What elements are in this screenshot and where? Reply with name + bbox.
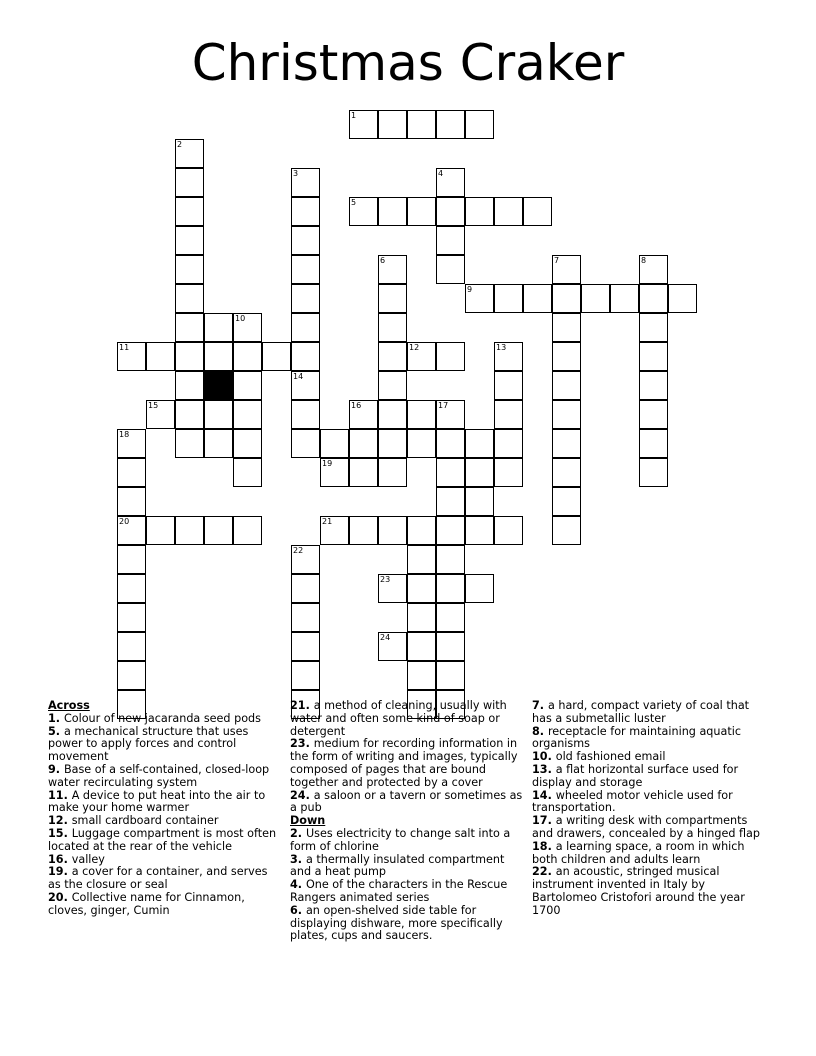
grid-cell[interactable] [291, 168, 320, 197]
clue-number: 9. [48, 762, 64, 776]
clue-text: Colour of new jacaranda seed pods [63, 711, 261, 725]
cell-number: 15 [148, 401, 159, 410]
grid-cell[interactable] [407, 400, 436, 429]
clue-number: 18. [532, 839, 556, 853]
grid-cell[interactable] [175, 400, 204, 429]
grid-cell[interactable] [233, 342, 262, 371]
grid-cell[interactable] [552, 487, 581, 516]
clue-number: 16. [48, 852, 72, 866]
clue-text: a saloon or a tavern or sometimes as a pub [290, 788, 523, 815]
grid-cell[interactable] [175, 139, 204, 168]
grid-cell[interactable] [407, 110, 436, 139]
clue-text: a mechanical structure that uses power to apply forces and control movement [48, 724, 249, 764]
grid-cell[interactable] [407, 516, 436, 545]
clue-text: A device to put heat into the air to make your home warmer [48, 788, 266, 815]
grid-cell[interactable] [291, 197, 320, 226]
grid-cell[interactable] [175, 197, 204, 226]
clue-number: 13. [532, 762, 556, 776]
cell-number: 24 [380, 633, 391, 642]
grid-cell[interactable] [436, 197, 465, 226]
clue-number: 2. [290, 826, 306, 840]
clue [48, 866, 280, 892]
grid-cell[interactable] [436, 429, 465, 458]
cell-number: 14 [293, 372, 304, 381]
clue [290, 738, 526, 789]
grid-cell[interactable] [465, 197, 494, 226]
cell-number: 6 [380, 256, 386, 265]
clue-text: an open-shelved side table for displaying dishware, more specifically plates, cups and saucers. [290, 903, 503, 943]
clue-number: 23. [290, 737, 314, 751]
cell-number: 1 [351, 111, 357, 120]
clue [48, 828, 280, 854]
clue [290, 879, 526, 905]
grid-cell[interactable] [204, 516, 233, 545]
grid-cell[interactable] [552, 342, 581, 371]
grid-cell[interactable] [436, 516, 465, 545]
grid-cell[interactable] [117, 574, 146, 603]
grid-cell[interactable] [349, 516, 378, 545]
grid-cell[interactable] [291, 574, 320, 603]
grid-cell[interactable] [117, 661, 146, 690]
clue [532, 700, 768, 726]
clue-text: small cardboard container [71, 814, 219, 828]
clue-text: medium for recording information in the form of writing and images, typically composed of pages that are bound together and protected by a cover [290, 737, 518, 789]
grid-cell[interactable] [436, 661, 465, 690]
grid-cell[interactable] [117, 458, 146, 487]
grid-cell[interactable] [262, 342, 291, 371]
cell-number: 3 [293, 169, 299, 178]
grid-cell[interactable] [465, 487, 494, 516]
grid-cell[interactable] [378, 516, 407, 545]
grid-cell[interactable] [175, 168, 204, 197]
grid-cell[interactable] [233, 400, 262, 429]
grid-cell[interactable] [465, 110, 494, 139]
grid-cell[interactable] [639, 255, 668, 284]
grid-cell[interactable] [378, 313, 407, 342]
grid-cell[interactable] [117, 545, 146, 574]
cell-number: 9 [467, 285, 473, 294]
clue-number: 5. [48, 724, 64, 738]
clue-text: a method of cleaning, usually with water and often some kind of soap or detergent [290, 699, 507, 738]
grid-cell[interactable] [117, 487, 146, 516]
grid-cell[interactable] [436, 487, 465, 516]
grid-cell[interactable] [639, 458, 668, 487]
cell-number: 11 [119, 343, 130, 352]
grid-cell[interactable] [436, 110, 465, 139]
grid-cell[interactable] [436, 458, 465, 487]
cell-number: 23 [380, 575, 391, 584]
grid-cell[interactable] [378, 197, 407, 226]
cell-number: 2 [177, 140, 183, 149]
grid-cell[interactable] [175, 516, 204, 545]
grid-cell[interactable] [175, 226, 204, 255]
clue-text: Luggage compartment is most often located at the rear of the vehicle [48, 826, 277, 853]
clue-text: a cover for a container, and serves as the closure or seal [48, 865, 268, 892]
clue-number: 12. [48, 814, 72, 828]
clue [532, 866, 768, 917]
grid-cell[interactable] [233, 429, 262, 458]
grid-cell[interactable] [291, 313, 320, 342]
grid-cell[interactable] [146, 400, 175, 429]
grid-cell[interactable] [465, 574, 494, 603]
cell-number: 19 [322, 459, 333, 468]
clue [532, 764, 768, 790]
grid-cell[interactable] [494, 458, 523, 487]
grid-cell[interactable] [552, 400, 581, 429]
cell-number: 12 [409, 343, 420, 352]
clue-number: 19. [48, 865, 72, 879]
clue-number: 15. [48, 826, 72, 840]
clue-text: a flat horizontal surface used for display and storage [532, 762, 739, 789]
clue [532, 815, 768, 841]
clue-text: valley [71, 852, 105, 866]
grid-cell[interactable] [204, 429, 233, 458]
cell-number: 4 [438, 169, 444, 178]
grid-cell[interactable] [407, 574, 436, 603]
grid-cell[interactable] [494, 284, 523, 313]
clue-number: 22. [532, 865, 556, 879]
grid-cell[interactable] [117, 342, 146, 371]
grid-cell[interactable] [291, 284, 320, 313]
grid-cell[interactable] [204, 342, 233, 371]
clue [48, 726, 280, 764]
clue-text: a thermally insulated compartment and a heat pump [290, 852, 505, 879]
cell-number: 22 [293, 546, 304, 555]
clue-number: 6. [290, 903, 306, 917]
grid-cell[interactable] [349, 400, 378, 429]
grid-cell[interactable] [436, 255, 465, 284]
grid-cell[interactable] [407, 342, 436, 371]
grid-cell[interactable] [378, 255, 407, 284]
grid-cell[interactable] [175, 342, 204, 371]
cell-number: 8 [641, 256, 647, 265]
grid-cell[interactable] [494, 429, 523, 458]
clue-number: 14. [532, 788, 556, 802]
grid-cell[interactable] [610, 284, 639, 313]
clue [290, 828, 526, 854]
clue [48, 892, 280, 918]
clue-text: Collective name for Cinnamon, cloves, ginger, Cumin [48, 890, 245, 917]
grid-cell[interactable] [378, 284, 407, 313]
grid-cell[interactable] [117, 632, 146, 661]
grid-cell[interactable] [639, 284, 668, 313]
grid-cell[interactable] [639, 400, 668, 429]
grid-cell[interactable] [494, 197, 523, 226]
clue [290, 790, 526, 816]
grid-cell[interactable] [436, 545, 465, 574]
grid-cell[interactable] [523, 197, 552, 226]
grid-cell[interactable] [552, 371, 581, 400]
clue-text: Uses electricity to change salt into a form of chlorine [290, 826, 511, 853]
clue-number: 10. [532, 750, 556, 764]
grid-cell[interactable] [465, 284, 494, 313]
grid-cell[interactable] [117, 516, 146, 545]
grid-cell[interactable] [349, 110, 378, 139]
grid-cell[interactable] [291, 603, 320, 632]
clue-number: 17. [532, 814, 556, 828]
clue-text: a learning space, a room in which both children and adults learn [532, 839, 745, 866]
clue-text: wheeled motor vehicle used for transportation. [532, 788, 733, 815]
grid-cell[interactable] [407, 545, 436, 574]
grid-cell[interactable] [465, 458, 494, 487]
grid-cell[interactable] [436, 603, 465, 632]
grid-cell[interactable] [552, 255, 581, 284]
grid-cell[interactable] [378, 458, 407, 487]
clues-column-1 [48, 700, 280, 918]
grid-cell[interactable] [407, 197, 436, 226]
cell-number: 18 [119, 430, 130, 439]
grid-cell[interactable] [233, 516, 262, 545]
grid-cell[interactable] [668, 284, 697, 313]
grid-cell[interactable] [291, 371, 320, 400]
clue-number: 4. [290, 878, 306, 892]
clue [532, 790, 768, 816]
grid-cell[interactable] [378, 429, 407, 458]
grid-cell[interactable] [436, 226, 465, 255]
grid-cell[interactable] [175, 429, 204, 458]
cell-number: 17 [438, 401, 449, 410]
grid-cell[interactable] [407, 632, 436, 661]
grid-cell[interactable] [291, 400, 320, 429]
grid-cell[interactable] [233, 371, 262, 400]
clue [290, 854, 526, 880]
puzzle-title: Christmas Craker [191, 34, 625, 92]
grid-cell[interactable] [552, 516, 581, 545]
grid-cell[interactable] [494, 516, 523, 545]
clue [532, 726, 768, 752]
clue-number: 3. [290, 852, 306, 866]
grid-cell[interactable] [146, 516, 175, 545]
grid-cell[interactable] [291, 255, 320, 284]
clue [532, 841, 768, 867]
clue-number: 24. [290, 788, 314, 802]
clue [290, 700, 526, 738]
grid-cell[interactable] [175, 284, 204, 313]
grid-cell[interactable] [291, 342, 320, 371]
grid-cell[interactable] [175, 313, 204, 342]
grid-cell[interactable] [291, 429, 320, 458]
grid-cell[interactable] [320, 516, 349, 545]
grid-cell[interactable] [291, 226, 320, 255]
grid-cell[interactable] [378, 632, 407, 661]
grid-cell[interactable] [233, 313, 262, 342]
grid-cell[interactable] [639, 371, 668, 400]
clue-text: Base of a self-contained, closed-loop water recirculating system [48, 762, 270, 789]
grid-cell[interactable] [117, 429, 146, 458]
cell-number: 16 [351, 401, 362, 410]
grid-cell[interactable] [639, 313, 668, 342]
grid-cell[interactable] [436, 574, 465, 603]
grid-cell[interactable] [552, 313, 581, 342]
grid-cell[interactable] [291, 545, 320, 574]
grid-cell[interactable] [175, 371, 204, 400]
clues-heading: Down [290, 814, 326, 828]
grid-cell[interactable] [523, 284, 552, 313]
grid-cell[interactable] [436, 632, 465, 661]
clues-column-2 [290, 700, 526, 943]
cell-number: 13 [496, 343, 507, 352]
clue [48, 790, 280, 816]
clue-number: 7. [532, 699, 548, 712]
clue [48, 764, 280, 790]
grid-cell[interactable] [552, 429, 581, 458]
clues-heading: Across [48, 699, 90, 712]
grid-cell[interactable] [320, 429, 349, 458]
clue-number: 20. [48, 890, 72, 904]
clue-text: an acoustic, stringed musical instrument invented in Italy by Bartolomeo Cristofori around the year 1700 [532, 865, 745, 917]
grid-cell[interactable] [407, 661, 436, 690]
grid-cell[interactable] [552, 458, 581, 487]
clues-column-3 [532, 700, 768, 918]
grid-cell[interactable] [436, 168, 465, 197]
cell-number: 10 [235, 314, 246, 323]
clue-text: old fashioned email [555, 750, 666, 764]
grid-cell[interactable] [349, 429, 378, 458]
grid-cell[interactable] [378, 371, 407, 400]
grid-cell[interactable] [494, 371, 523, 400]
grid-cell[interactable] [291, 661, 320, 690]
grid-cell[interactable] [204, 400, 233, 429]
clue-number: 21. [290, 699, 314, 712]
clue-text: a hard, compact variety of coal that has a submetallic luster [532, 699, 750, 725]
clue-number: 11. [48, 788, 72, 802]
grid-cell[interactable] [465, 516, 494, 545]
grid-cell[interactable] [494, 342, 523, 371]
grid-cell[interactable] [146, 342, 175, 371]
grid-cell[interactable] [291, 632, 320, 661]
grid-cell[interactable] [378, 342, 407, 371]
black-cell [204, 371, 233, 400]
clue [290, 905, 526, 943]
grid-cell[interactable] [436, 342, 465, 371]
grid-cell[interactable] [349, 458, 378, 487]
grid-cell[interactable] [175, 255, 204, 284]
clue-text: receptacle for maintaining aquatic organisms [532, 724, 741, 751]
clue-text: One of the characters in the Rescue Rangers animated series [290, 878, 508, 904]
grid-cell[interactable] [407, 429, 436, 458]
grid-cell[interactable] [378, 110, 407, 139]
grid-cell[interactable] [233, 458, 262, 487]
grid-cell[interactable] [320, 458, 349, 487]
grid-cell[interactable] [494, 400, 523, 429]
cell-number: 21 [322, 517, 333, 526]
clue-text: a writing desk with compartments and drawers, concealed by a hinged flap [532, 814, 760, 840]
grid-cell[interactable] [407, 603, 436, 632]
grid-cell[interactable] [465, 429, 494, 458]
grid-cell[interactable] [117, 603, 146, 632]
grid-cell[interactable] [378, 400, 407, 429]
grid-cell[interactable] [552, 284, 581, 313]
cell-number: 5 [351, 198, 357, 207]
clue-number: 1. [48, 711, 64, 725]
clue-number: 8. [532, 724, 548, 738]
grid-cell[interactable] [639, 429, 668, 458]
cell-number: 7 [554, 256, 560, 265]
grid-cell[interactable] [378, 574, 407, 603]
grid-cell[interactable] [204, 313, 233, 342]
grid-cell[interactable] [436, 400, 465, 429]
grid-cell[interactable] [581, 284, 610, 313]
grid-cell[interactable] [639, 342, 668, 371]
cell-number: 20 [119, 517, 130, 526]
grid-cell[interactable] [349, 197, 378, 226]
